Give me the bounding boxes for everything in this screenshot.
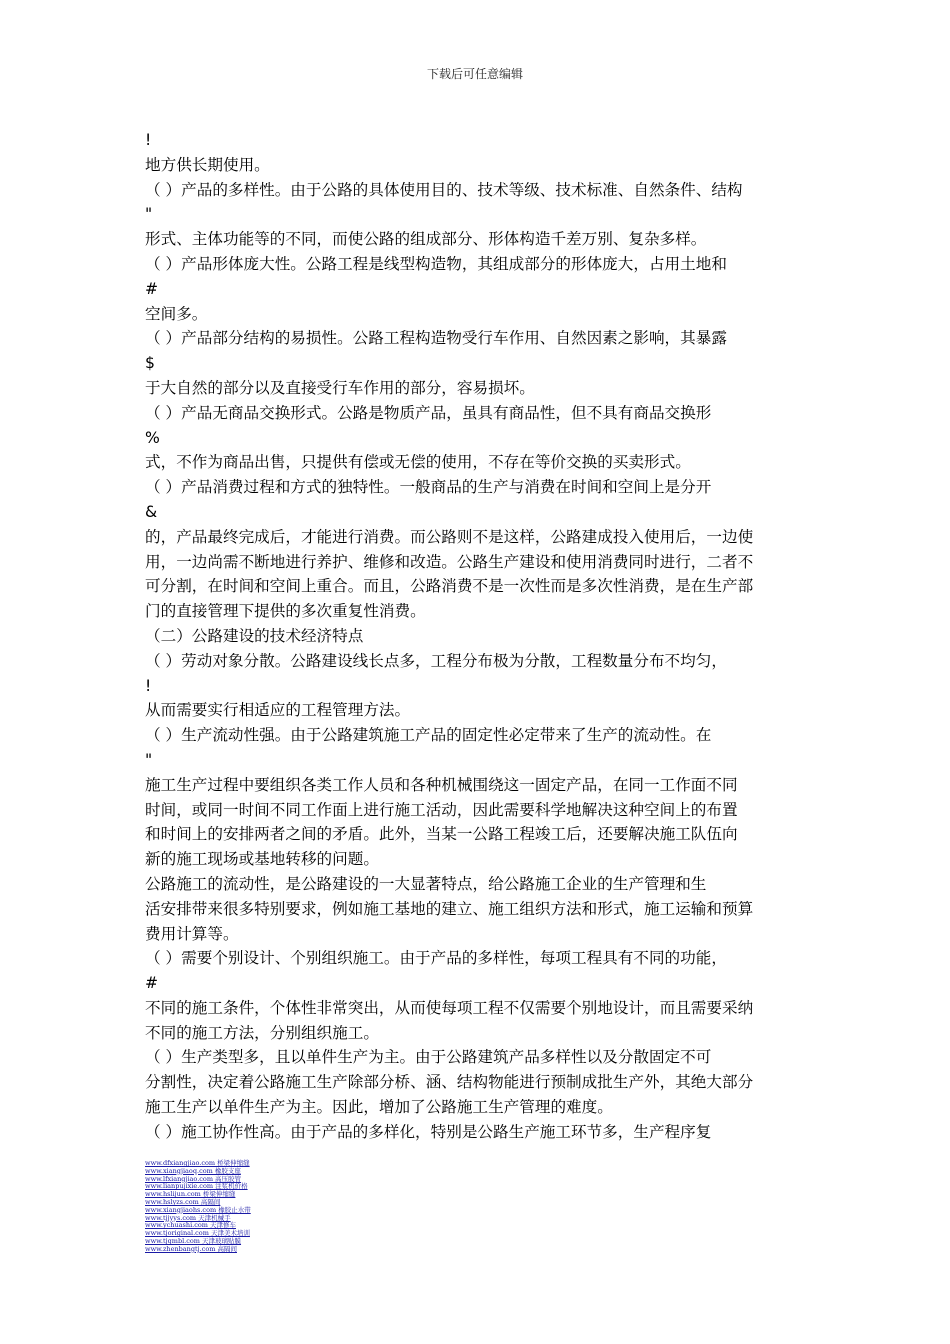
text-line: 费用计算等。 bbox=[145, 924, 239, 943]
footer-link[interactable]: www.tjoriginal.com 天津美术培训 bbox=[145, 1229, 250, 1238]
text-line: （ ）生产流动性强。由于公路建筑施工产品的固定性必定带来了生产的流动性。在 bbox=[145, 726, 712, 745]
text-line: 地方供长期使用。 bbox=[145, 155, 270, 174]
text-line: 施工生产以单件生产为主。因此，增加了公路施工生产管理的难度。 bbox=[145, 1098, 613, 1117]
footer-link[interactable]: www.zhenbangtj.com 高隔间 bbox=[145, 1244, 237, 1253]
footer-link[interactable]: www.xiangjiaoq.com 橡胶支座 bbox=[145, 1166, 241, 1175]
text-line: 分割性，决定着公路施工生产除部分桥、涵、结构物能进行预制成批生产外，其绝大部分 bbox=[145, 1073, 754, 1092]
header-text: 下载后可任意编辑 bbox=[426, 67, 523, 81]
text-line: （ ）施工协作性高。由于产品的多样化，特别是公路生产施工环节多，生产程序复 bbox=[145, 1122, 712, 1141]
text-line: " bbox=[145, 750, 153, 769]
footer-link[interactable]: www.dfxiangjiao.com 桥梁伸缩缝 bbox=[145, 1159, 250, 1167]
text-line: # bbox=[145, 974, 159, 993]
text-line: % bbox=[145, 428, 160, 447]
text-line: 可分割，在时间和空间上重合。而且，公路消费不是一次性而是多次性消费，是在生产部 bbox=[145, 577, 754, 596]
text-line: （ ）产品消费过程和方式的独特性。一般商品的生产与消费在时间和空间上是分开 bbox=[145, 478, 712, 497]
text-line: ! bbox=[145, 676, 152, 695]
text-line: （ ）劳动对象分散。公路建设线长点多，工程分布极为分散，工程数量分布不均匀， bbox=[145, 651, 727, 670]
text-line: ! bbox=[145, 131, 152, 149]
footer-link[interactable]: www.lianpujixie.com 注浆机价格 bbox=[145, 1182, 248, 1191]
footer-link[interactable]: www.tjqmbl.com 天津玻璃贴膜 bbox=[145, 1236, 242, 1245]
text-line: 式，不作为商品出售，只提供有偿或无偿的使用，不存在等价交换的买卖形式。 bbox=[145, 453, 691, 472]
text-line: （ ）产品无商品交换形式。公路是物质产品，虽具有商品性，但不具有商品交换形 bbox=[145, 403, 712, 422]
text-line: （ ）生产类型多，且以单件生产为主。由于公路建筑产品多样性以及分散固定不可 bbox=[145, 1048, 712, 1067]
text-line: 用，一边尚需不断地进行养护、维修和改造。公路生产建设和使用消费同时进行，二者不 bbox=[145, 552, 754, 571]
text-line: （ ）产品形体庞大性。公路工程是线型构造物，其组成部分的形体庞大，占用土地和 bbox=[145, 254, 727, 273]
text-line: & bbox=[145, 502, 158, 521]
footer-links bbox=[145, 1160, 445, 1254]
text-line: 新的施工现场或基地转移的问题。 bbox=[145, 850, 379, 869]
footer-link[interactable]: www.ychuashi.com 天津修车 bbox=[145, 1221, 236, 1230]
text-line: " bbox=[145, 205, 153, 224]
text-line: 空间多。 bbox=[145, 304, 208, 323]
text-line: （ ）需要个别设计、个别组织施工。由于产品的多样性，每项工程具有不同的功能， bbox=[145, 949, 727, 968]
text-line: $ bbox=[145, 354, 155, 373]
text-line: 门的直接管理下提供的多次重复性消费。 bbox=[145, 602, 426, 621]
text-line: 形式、主体功能等的不同，而使公路的组成部分、形体构造千差万别、复杂多样。 bbox=[145, 230, 707, 249]
text-line: 时间，或同一时间不同工作面上进行施工活动，因此需要科学地解决这种空间上的布置 bbox=[145, 800, 738, 819]
text-line: 和时间上的安排两者之间的矛盾。此外，当某一公路工程竣工后，还要解决施工队伍向 bbox=[145, 825, 738, 844]
text-line: 活安排带来很多特别要求，例如施工基地的建立、施工组织方法和形式，施工运输和预算 bbox=[145, 899, 754, 918]
text-line: 施工生产过程中要组织各类工作人员和各种机械围绕这一固定产品，在同一工作面不同 bbox=[145, 775, 738, 794]
footer-link[interactable]: www.xiangjiaohs.com 橡胶止水带 bbox=[145, 1205, 251, 1214]
text-line: （ ）产品的多样性。由于公路的具体使用目的、技术等级、技术标准、自然条件、结构 bbox=[145, 180, 743, 199]
footer-link[interactable]: www.hslijun.com 桥梁伸缩缝 bbox=[145, 1190, 236, 1199]
text-line: 不同的施工条件，个体性非常突出，从而使每项工程不仅需要个别地设计，而且需要采纳 bbox=[145, 998, 754, 1017]
text-line: （ ）产品部分结构的易损性。公路工程构造物受行车作用、自然因素之影响，其暴露 bbox=[145, 329, 727, 348]
text-line: 不同的施工方法，分别组织施工。 bbox=[145, 1023, 379, 1042]
text-line: （二）公路建设的技术经济特点 bbox=[145, 626, 364, 645]
text-line: # bbox=[145, 279, 159, 298]
text-line: 从而需要实行相适应的工程管理方法。 bbox=[145, 701, 411, 720]
footer-link[interactable]: www.lfxiangjiao.com 高压胶管 bbox=[145, 1174, 242, 1183]
footer-link[interactable]: www.tjjyys.com 天津机械手 bbox=[145, 1213, 231, 1222]
text-line: 公路施工的流动性，是公路建设的一大显著特点，给公路施工企业的生产管理和生 bbox=[145, 874, 707, 893]
text-line: 的，产品最终完成后，才能进行消费。而公路则不是这样，公路建成投入使用后，一边使 bbox=[145, 527, 754, 546]
text-line: 于大自然的部分以及直接受行车作用的部分，容易损坏。 bbox=[145, 378, 535, 397]
page-header bbox=[0, 66, 950, 82]
footer-link[interactable]: www.hslyzs.com 高隔间 bbox=[145, 1197, 221, 1206]
document-body bbox=[145, 128, 805, 1145]
